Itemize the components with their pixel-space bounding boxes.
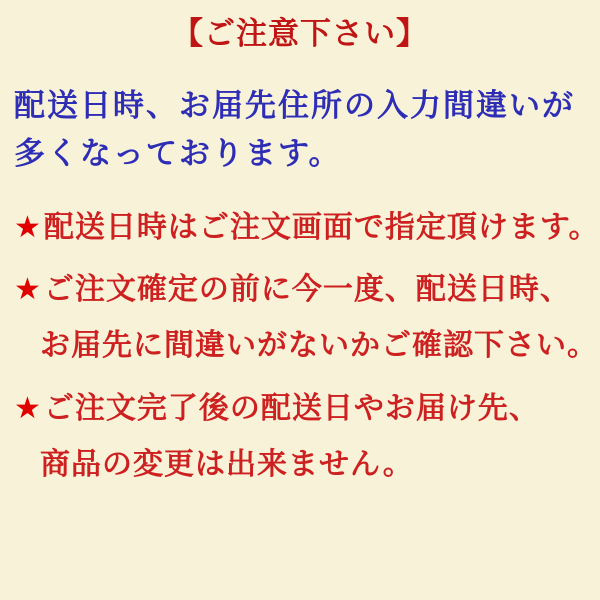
bullet-item-1 xyxy=(14,213,600,243)
bullet-2-text-line-2: お届先に間違いがないかご確認下さい。 xyxy=(40,329,598,362)
star-icon: ★ xyxy=(14,273,42,306)
notice-title: 【ご注意下さい】 xyxy=(172,16,428,51)
bullet-3-text-line-1: ご注文完了後の配送日やお届け先、 xyxy=(43,392,540,425)
star-icon: ★ xyxy=(14,392,42,425)
bullet-item-3 xyxy=(14,394,540,424)
bullet-item-2 xyxy=(14,275,571,305)
intro-text-line-1: 配送日時、お届先住所の入力間違いが xyxy=(14,88,575,123)
star-icon: ★ xyxy=(14,211,42,244)
bullet-1-text: 配送日時はご注文画面で指定頂けます。 xyxy=(43,211,600,244)
bullet-3-text-line-2: 商品の変更は出来ません。 xyxy=(40,448,414,481)
intro-text-line-2: 多くなっております。 xyxy=(14,136,342,171)
bullet-2-text-line-1: ご注文確定の前に今一度、配送日時、 xyxy=(43,273,571,306)
